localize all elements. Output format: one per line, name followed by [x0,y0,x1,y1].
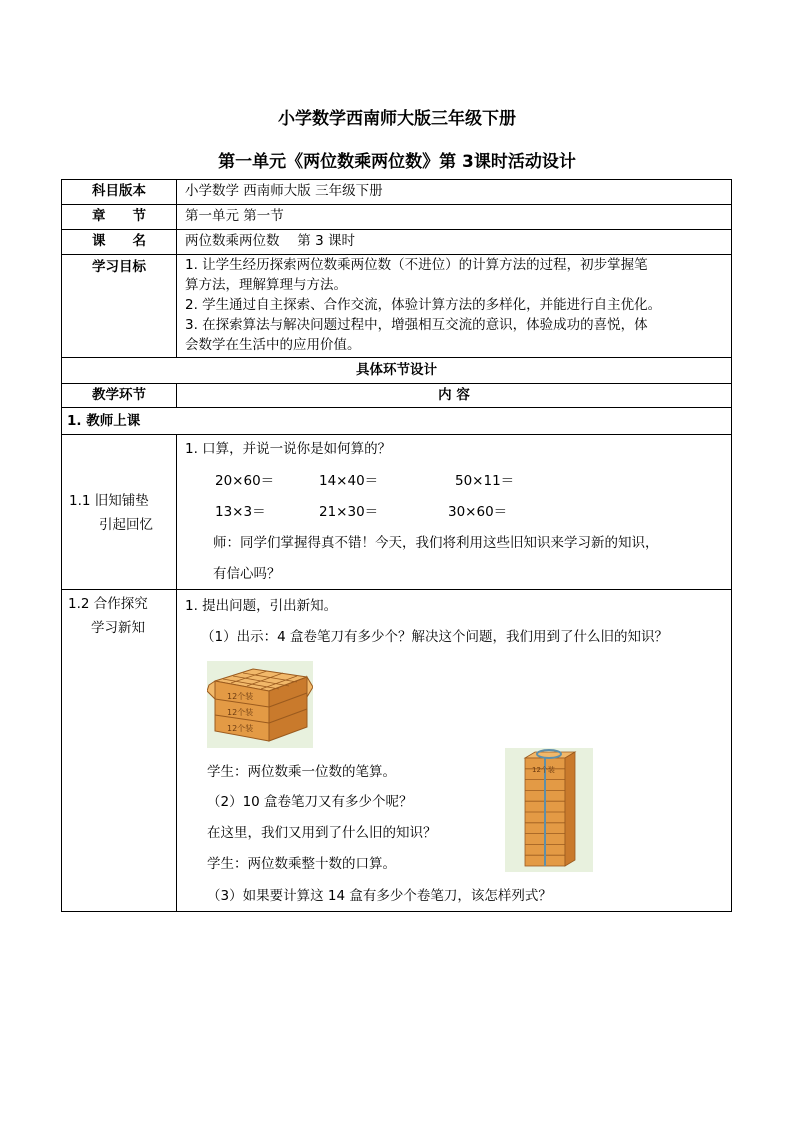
sharpener-box-image [207,661,313,748]
svg-text:12个装: 12个装 [227,692,254,701]
page-title: 小学数学西南师大版三年级下册 [278,109,516,129]
col-header-content: 内 容 [438,387,470,403]
teacher-line1: 师：同学们掌握得真不错！今天，我们将利用这些旧知识来学习新的知识， [213,535,659,551]
calc-item: 21×30＝ [319,504,379,520]
s12-p4: （3）如果要计算这 14 盒有多少个卷笔刀，该怎样列式？ [207,888,552,904]
calc-item: 13×3＝ [215,504,266,520]
goal-3-line1: 3. 在探索算法与解决问题过程中，增强相互交流的意识，体验成功的喜悦，体 [185,317,648,333]
label-lesson: 课 名 [92,233,146,249]
col-divider [176,434,177,912]
stacked-boxes-image [505,748,593,872]
calc-item: 20×60＝ [215,473,275,489]
goal-1-line2: 算方法，理解算理与方法。 [185,277,347,293]
col-header-stage: 教学环节 [92,387,146,403]
s12-label-line1: 1.2 合作探究 [68,596,148,612]
s12-question: 1. 提出问题，引出新知。 [185,598,338,614]
table-border-right [731,179,732,912]
value-chapter: 第一单元 第一节 [185,208,284,224]
col-divider [176,179,177,357]
value-edition: 小学数学 西南师大版 三年级下册 [185,183,383,199]
goal-2: 2. 学生通过自主探索、合作交流，体验计算方法的多样化，并能进行自主优化。 [185,297,662,313]
s12-p3: 在这里，我们又用到了什么旧的知识？ [207,825,437,841]
s12-label-line2: 学习新知 [91,620,145,636]
section-title: 具体环节设计 [356,362,437,378]
table-border-bottom [61,911,732,912]
svg-text:12个装: 12个装 [227,724,254,733]
s11-question: 1. 口算，并说一说你是如何算的？ [185,441,392,457]
part1-title: 1. 教师上课 [67,413,141,429]
row-divider [61,407,732,408]
calc-item: 30×60＝ [448,504,508,520]
label-chapter: 章 节 [92,208,146,224]
calc-item: 50×11＝ [455,473,515,489]
label-edition: 科目版本 [92,183,146,199]
table-border-left [61,179,62,912]
svg-text:12个装: 12个装 [532,766,555,774]
row-divider [61,434,732,435]
row-divider [61,229,732,230]
svg-text:12个装: 12个装 [227,708,254,717]
table-border-top [61,179,732,180]
s11-label-line1: 1.1 旧知铺垫 [69,493,149,509]
row-divider [61,357,732,358]
s12-s2: 学生：两位数乘整十数的口算。 [207,856,396,872]
s12-s1: 学生：两位数乘一位数的笔算。 [207,764,396,780]
row-divider [61,204,732,205]
page-subtitle: 第一单元《两位数乘两位数》第 3课时活动设计 [218,152,576,172]
label-goal: 学习目标 [92,259,146,275]
goal-3-line2: 会数学在生活中的应用价值。 [185,337,361,353]
s12-p1: （1）出示：4 盒卷笔刀有多少个？解决这个问题，我们用到了什么旧的知识？ [201,629,668,645]
row-divider [61,383,732,384]
goal-1-line1: 1. 让学生经历探索两位数乘两位数（不进位）的计算方法的过程，初步掌握笔 [185,257,648,273]
row-divider [61,589,732,590]
s12-p2: （2）10 盒卷笔刀又有多少个呢？ [207,794,413,810]
calc-item: 14×40＝ [319,473,379,489]
teacher-line2: 有信心吗？ [213,566,281,582]
value-lesson: 两位数乘两位数 第 3 课时 [185,233,355,249]
s11-label-line2: 引起回忆 [99,517,153,533]
lesson-table [61,179,732,912]
